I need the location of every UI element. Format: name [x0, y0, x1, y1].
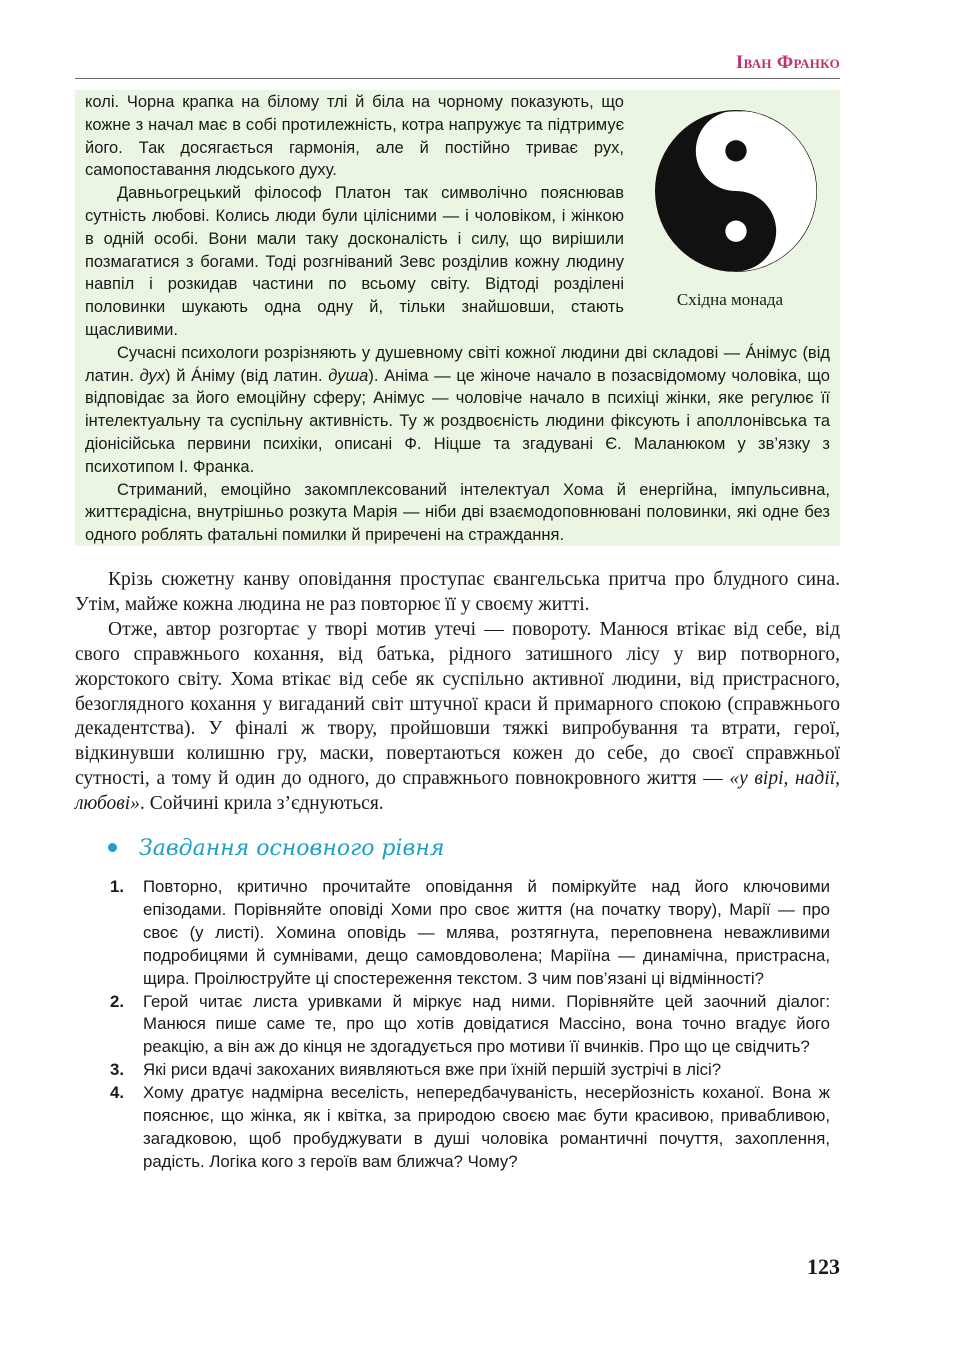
- task-text: Які риси вдачі закоханих виявляються вже при їхній першій зустрічі в лісі?: [143, 1060, 722, 1080]
- text-run: . Сойчині крила з’єднуються.: [139, 793, 384, 815]
- image-figure: [630, 91, 830, 327]
- text-run: Отже, автор розгортає у творі мотив утечі — повороту. Манюся втікає від себе, від свого справжнього кохання, від батька, рідного затишного лісу у вир потворного, жорстокого світу. Хома втікає від себе як суспільно активної людини, від пристрасного, безоглядного кохання у вигаданий світ штучної краси й примарного спокою (справжнього декадентства). У фіналі ж твору, пройшовши тяжкі випробування та втрати, герої, відкинувши колишню гру, маски, повертаються кожен до себе, до своєї справжньої сутності, а тому й один до одного, до справжнього повнокровного життя —: [75, 618, 840, 790]
- latin-term: душа: [328, 366, 369, 385]
- task-number: 3.: [110, 1060, 124, 1080]
- tasks-heading-text: Завдання основного рівня: [139, 836, 445, 861]
- latin-term: дух: [139, 366, 166, 385]
- main-paragraph: [75, 618, 840, 817]
- yin-yang-icon: [654, 109, 818, 273]
- box-paragraph-psychology: [85, 342, 830, 479]
- image-caption: Східна монада: [676, 290, 784, 309]
- quote: «у вірі, надії, любові»: [75, 768, 840, 815]
- text-run: ) й Áніму (від латин.: [165, 366, 329, 385]
- task-text: Хому дратує надмірна веселість, непередбачуваність, несерйозність коханої. Вона ж пояснює, що жінка, як і квітка, за природою своєю має бути красивою, привабливою, загадковою, щоб пробуджувати в душі чоловіка романтичні почуття, захоплення, радість. Логіка кого з героїв вам ближча? Чому?: [143, 1083, 830, 1171]
- task-item: [108, 1059, 830, 1082]
- box-paragraph: колі. Чорна крапка на білому тлі й біла на чорному показують, що кожне з начал має в собі протилежність, котра напружує та підтримує його. Так досягається гармонія, але й постійно триває рух, самопоставання людського духу.: [85, 93, 624, 180]
- main-text: [75, 568, 840, 817]
- task-item: [108, 1082, 830, 1174]
- page-number: 123: [807, 1254, 840, 1279]
- text-run: Сучасні психологи розрізняють у душевному світі кожної людини дві складові — Áнімус (від латин.: [85, 343, 830, 385]
- box-paragraph: Стриманий, емоційно закомплексований інтелектуал Хома й енергійна, імпульсивна, життєрадісна, внутрішньо розкута Марія — ніби дві взаємодоповнювані половинки, які одне без одного роблять фатальні помилки й приречені на страждання.: [85, 480, 830, 545]
- task-text: Герой читає листа уривками й міркує над ними. Порівняйте цей заочний діалог: Манюся пише саме те, про що хотів довідатися Массіно, вона точно вгадує його реакцію, а він аж до кінця не здогадується про мотиви її вчинків. Про що це свідчить?: [143, 991, 830, 1057]
- task-number: 1.: [110, 877, 124, 896]
- box-paragraph: Давньогрецький філософ Платон так символічно пояснював сутність любові. Колись люди були цілісними — і чоловіком, і жінкою в одній особі. Вони мали таку досконалість і силу, що вирішили позмагатися з богами. Тоді розгніваний Зевс розділив кожну людину навпіл і розкидав частини по всьому світу. Відтоді розділені половинки шукають одна одну й, тільки знайшовши, стають щасливими.: [85, 184, 624, 339]
- main-paragraph: Крізь сюжетну канву оповідання проступає євангельська притча про блудного сина. Утім, майже кожна людина не раз повторює її у своєму житті.: [75, 569, 840, 615]
- task-number: 2.: [110, 991, 124, 1011]
- page-header: [75, 48, 840, 79]
- task-item: [108, 991, 830, 1060]
- task-text: Повторно, критично прочитайте оповідання й поміркуйте над його ключовими епізодами. Порівняйте оповіді Хоми про своє життя (на початку твору), Марії — про своє (у листі). Хомина оповідь — млява, розтягнута, переповнена неважливими подробицями й сумнівами, дещо самовдоволена; Маріїна — динамічна, пристрасна, щира. Проілюструйте ці спостереження текстом. З чим пов’язані ці відмінності?: [143, 877, 830, 988]
- task-list: [108, 876, 830, 1174]
- header-author: Іван Франко: [735, 52, 840, 73]
- text-run: ). Аніма — це жіноче начало в позасвідомому чоловіка, що відповідає за його емоційну сферу; Анімус — чоловіче начало в психіці жінки, яке регулює її інтелектуальну та суспільну активність. Ту ж роздвоєність людини фіксують і аполлонівська та діонісійська первини психіки, описані Ф. Ніцше та згадувані Є. Маланюком у зв’язку з психотипом І. Франка.: [85, 366, 830, 476]
- info-box: [75, 90, 840, 546]
- task-item: [108, 876, 830, 991]
- bullet-dot-icon: [108, 843, 117, 852]
- tasks-heading: [108, 836, 444, 861]
- task-number: 4.: [110, 1083, 124, 1103]
